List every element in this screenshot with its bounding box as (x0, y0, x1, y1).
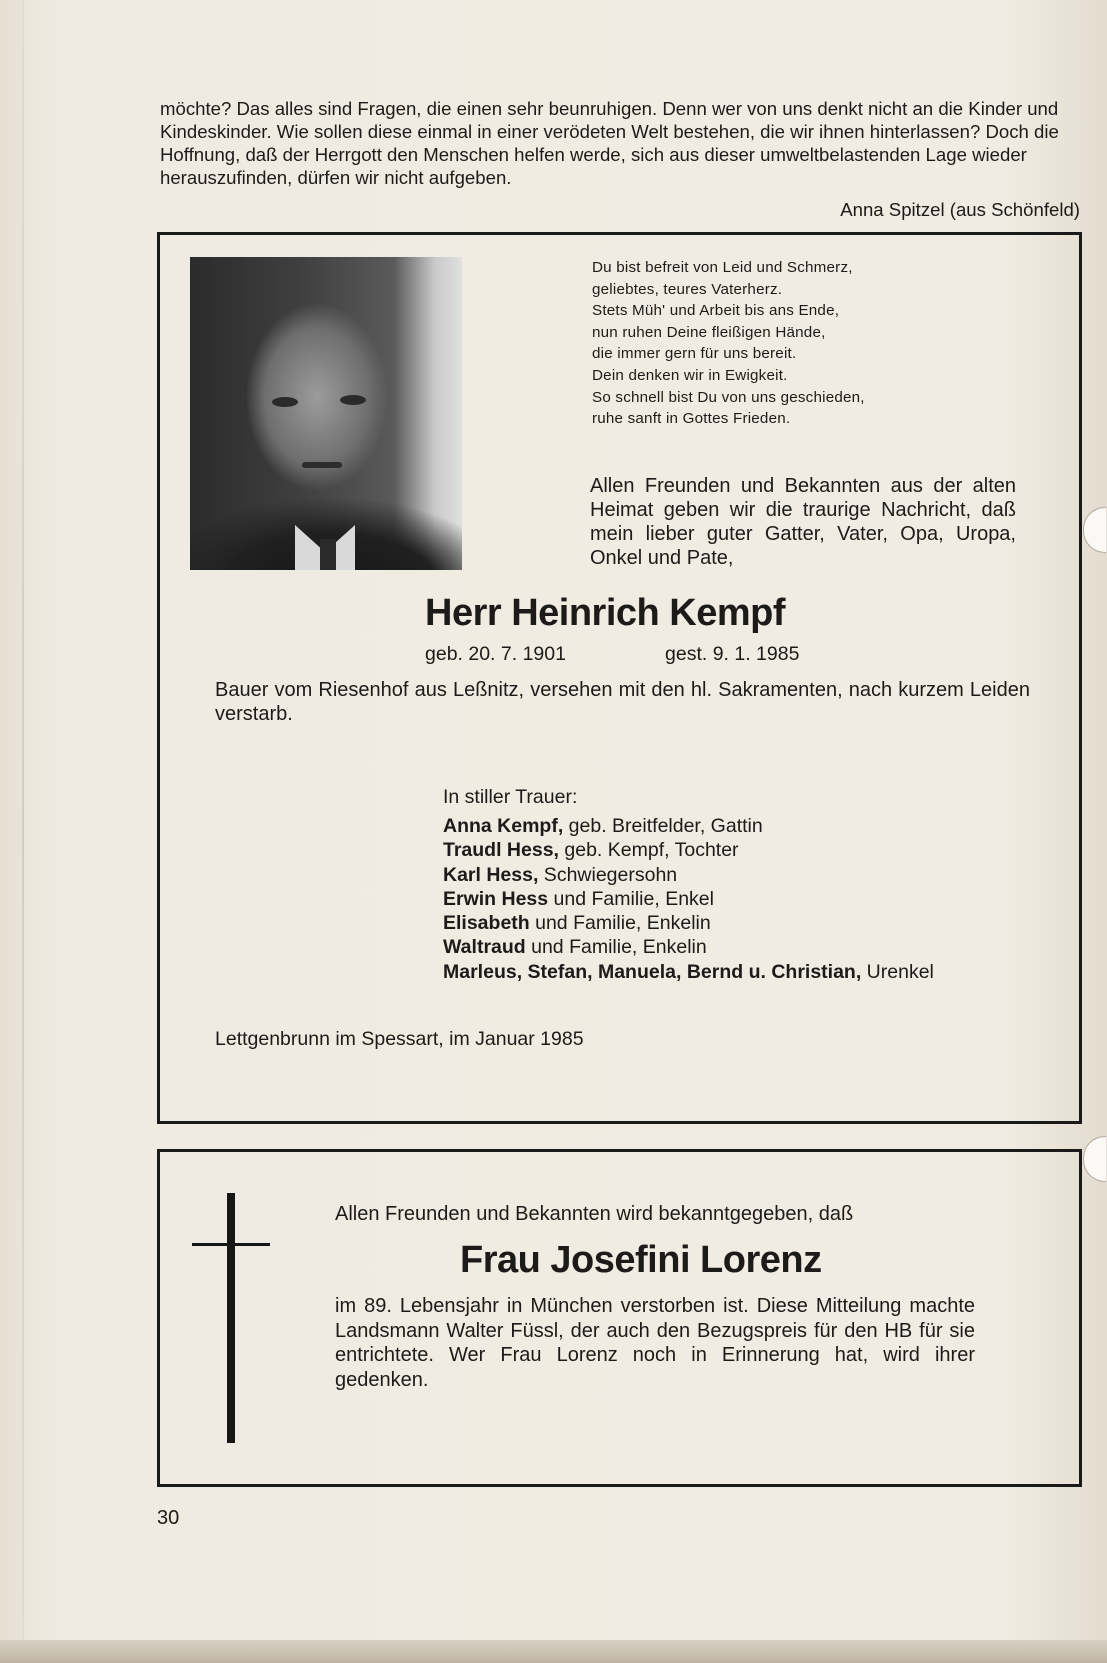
poem-line: Du bist befreit von Leid und Schmerz, (592, 259, 853, 276)
mourner-relation: und Familie, Enkelin (529, 912, 711, 935)
page-bottom-edge (0, 1640, 1107, 1663)
page-number: 30 (157, 1507, 180, 1529)
portrait-eye-right (340, 395, 366, 405)
birth-date: geb. 20. 7. 1901 (425, 643, 566, 665)
intro-author: Anna Spitzel (aus Schönfeld) (840, 199, 1080, 220)
portrait-mouth (302, 462, 342, 468)
mourner-name: Traudl Hess, (443, 839, 559, 862)
mourner-relation: und Familie, Enkelin (525, 936, 707, 959)
mourner-relation: geb. Breitfelder, Gattin (563, 815, 763, 837)
mourning-title: In stiller Trauer: (443, 786, 578, 808)
mourner-entry (443, 838, 934, 862)
cross-icon (192, 1193, 282, 1443)
mourner-entry (443, 960, 934, 984)
poem-line: Dein denken wir in Ewigkeit. (592, 366, 788, 384)
poem-line: nun ruhen Deine fleißigen Hände, (592, 323, 826, 341)
intro-paragraph: möchte? Das alles sind Fragen, die einen sehr beunruhigen. Denn wer von uns denkt nicht an die Kinder und Kindeskinder. Wie sollen diese einmal in einer verödeten Welt bestehen, die wir ihnen hinterlassen? Doch die Hoffnung, daß der Herrgott den Menschen helfen werde, sich aus dieser umweltbelastenden Lage wieder herauszufinden, dürfen wir nicht aufgeben. (160, 98, 1059, 188)
mourner-list (443, 814, 934, 984)
poem-line: ruhe sanft in Gottes Frieden. (592, 410, 791, 428)
lorenz-announcement: Allen Freunden und Bekannten wird bekanntgegeben, daß (335, 1203, 854, 1225)
mourner-relation: Urenkel (861, 960, 934, 983)
memorial-poem (592, 257, 992, 430)
mourner-relation: geb. Kempf, Tochter (558, 839, 739, 862)
mourner-name: Waltraud (443, 936, 526, 959)
mourner-name: Elisabeth (443, 912, 530, 935)
poem-line: die immer gern für uns bereit. (592, 345, 797, 363)
portrait-eye-left (272, 397, 298, 407)
mourner-name: Anna Kempf, (443, 815, 564, 837)
portrait-photo (190, 257, 462, 570)
place-date: Lettgenbrunn im Spessart, im Januar 1985 (215, 1028, 584, 1050)
poem-line: geliebtes, teures Vaterherz. (592, 280, 783, 298)
kempf-announcement: Allen Freunden und Bekannten aus der alten Heimat geben wir die traurige Nachricht, daß mein lieber guter Gatter, Vater, Opa, Uropa, Onkel und Pate, (590, 475, 1016, 569)
poem-line: So schnell bist Du von uns geschieden, (592, 388, 865, 406)
mourner-entry (443, 814, 934, 838)
deceased-name-lorenz: Frau Josefini Lorenz (460, 1239, 822, 1281)
mourner-name: Erwin Hess (443, 887, 549, 910)
cross-vertical-bar (227, 1193, 235, 1443)
portrait-tie (320, 539, 336, 570)
mourner-relation: Schwiegersohn (538, 863, 678, 886)
mourner-relation: und Familie, Enkel (548, 887, 714, 910)
mourner-entry (443, 935, 934, 959)
mourner-name: Karl Hess, (443, 863, 539, 886)
kempf-description: Bauer vom Riesenhof aus Leßnitz, versehen mit den hl. Sakramenten, nach kurzem Leiden verstarb. (215, 679, 1030, 725)
cross-horizontal-bar (192, 1243, 270, 1246)
page-crease (22, 0, 24, 1663)
lorenz-text: im 89. Lebensjahr in München verstorben ist. Diese Mitteilung machte Landsmann Walter Füssl, der auch den Bezugspreis für den HB für sie entrichtete. Wer Frau Lorenz noch in Erinnerung hat, wird ihrer gedenken. (335, 1295, 975, 1391)
death-date: gest. 9. 1. 1985 (665, 643, 800, 665)
deceased-name-kempf: Herr Heinrich Kempf (425, 592, 786, 634)
mourner-name: Marleus, Stefan, Manuela, Bernd u. Christian, (443, 960, 862, 983)
mourner-entry (443, 887, 934, 911)
mourner-entry (443, 911, 934, 935)
poem-line: Stets Müh' und Arbeit bis ans Ende, (592, 302, 840, 320)
mourner-entry (443, 863, 934, 887)
